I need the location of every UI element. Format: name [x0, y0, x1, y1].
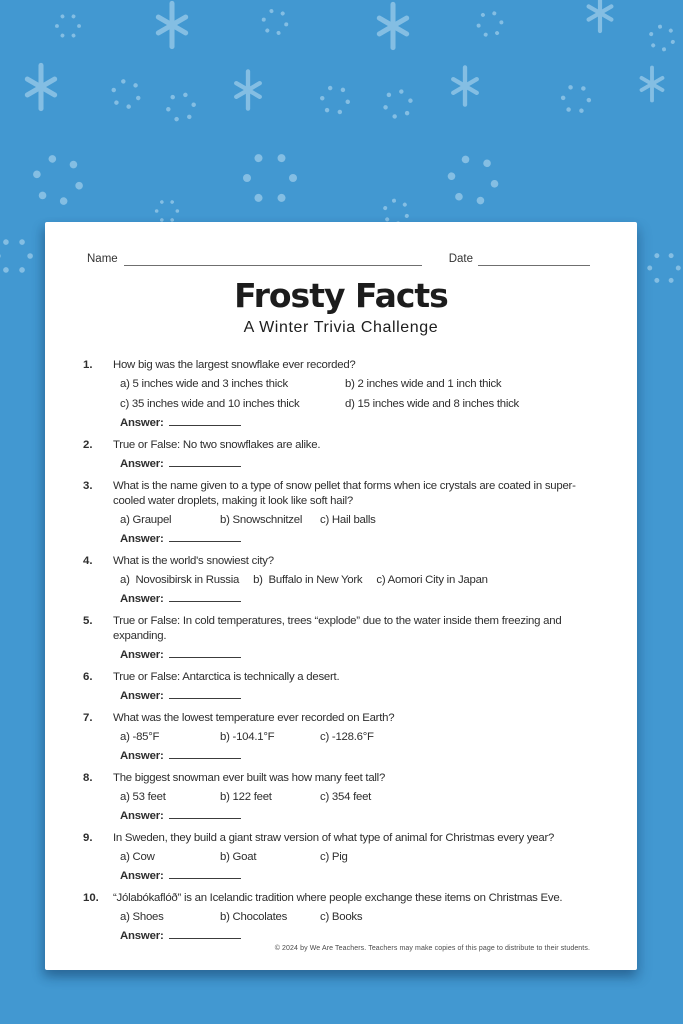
answer-label: Answer:	[120, 593, 164, 605]
question-body	[113, 831, 597, 884]
question-number: 7.	[83, 712, 93, 724]
question-options	[113, 910, 597, 925]
answer-option: a) Shoes	[120, 911, 164, 923]
question-body	[113, 614, 597, 663]
answer-blank-line[interactable]	[169, 749, 241, 759]
page-title: Frosty Facts	[234, 276, 448, 315]
snowflake-icon	[419, 125, 527, 235]
answer-option: b) Chocolates	[220, 911, 288, 923]
answer-label: Answer:	[120, 870, 164, 882]
answer-row	[113, 532, 597, 547]
snowflake-star-icon	[642, 68, 663, 101]
question-item	[83, 438, 597, 472]
question-text: In Sweden, they build a giant straw version of what type of animal for Christmas every year?	[113, 832, 555, 844]
snowflake-icon	[45, 2, 92, 50]
question-number: 6.	[83, 671, 93, 683]
answer-option: c) 354 feet	[320, 791, 372, 803]
snowflake-icon	[91, 59, 160, 129]
question-options	[113, 850, 597, 865]
question-number: 10.	[83, 892, 99, 904]
snowflake-icon	[0, 221, 48, 291]
answer-option: a) Novosibirsk in Russia	[120, 574, 240, 586]
answer-label: Answer:	[120, 750, 164, 762]
question-body	[113, 891, 597, 944]
question-text: How big was the largest snowflake ever recorded?	[113, 359, 356, 371]
snowflake-star-icon	[453, 67, 477, 104]
question-text: True or False: Antarctica is technically a desert.	[113, 671, 340, 683]
question-options	[113, 513, 597, 528]
question-text: What was the lowest temperature ever recorded on Earth?	[113, 712, 395, 724]
copyright-footer: © 2024 by We Are Teachers. Teachers may make copies of this page to distribute to their students.	[274, 945, 590, 952]
snowflake-icon	[462, 0, 517, 52]
question-text: True or False: No two snowflakes are alike.	[113, 439, 321, 451]
date-input-line[interactable]	[478, 253, 590, 266]
answer-label: Answer:	[120, 810, 164, 822]
name-date-row	[87, 253, 590, 266]
question-item	[83, 670, 597, 704]
answer-option: a) Graupel	[120, 514, 172, 526]
page-subtitle: A Winter Trivia Challenge	[243, 319, 439, 336]
snowflake-icon	[364, 70, 431, 138]
question-item	[83, 831, 597, 884]
answer-blank-line[interactable]	[169, 929, 241, 939]
answer-option: b) Snowschnitzel	[220, 514, 303, 526]
answer-option: c) Books	[320, 911, 363, 923]
question-body	[113, 438, 597, 472]
answer-blank-line[interactable]	[169, 457, 241, 467]
worksheet-page	[45, 222, 637, 970]
question-number: 8.	[83, 772, 93, 784]
answer-option: b) -104.1°F	[220, 731, 275, 743]
answer-label: Answer:	[120, 533, 164, 545]
snowflake-icon	[221, 128, 319, 228]
answer-blank-line[interactable]	[169, 809, 241, 819]
answer-label: Answer:	[120, 930, 164, 942]
answer-blank-line[interactable]	[169, 416, 241, 426]
snowflake-star-icon	[27, 65, 54, 108]
question-body	[113, 711, 597, 764]
question-item	[83, 771, 597, 824]
question-item	[83, 358, 597, 431]
question-number: 4.	[83, 555, 93, 567]
answer-option: c) Aomori City in Japan	[376, 574, 488, 586]
answer-label: Answer:	[120, 649, 164, 661]
question-options	[113, 790, 597, 805]
question-body	[113, 554, 597, 607]
question-options	[113, 377, 597, 412]
question-text: What is the name given to a type of snow pellet that forms when ice crystals are coated in super-cooled water droplets, making it look like soft hail?	[113, 480, 576, 507]
answer-option: a) Cow	[120, 851, 155, 863]
snowflake-icon	[546, 69, 605, 130]
snowflake-star-icon	[236, 71, 260, 108]
name-input-line[interactable]	[124, 253, 422, 266]
question-text: What is the world's snowiest city?	[113, 555, 274, 567]
answer-row	[113, 689, 597, 704]
answer-row	[113, 592, 597, 607]
answer-option: d) 15 inches wide and 8 inches thick	[345, 398, 519, 410]
answer-option: b) 122 feet	[220, 791, 272, 803]
answer-option: c) -128.6°F	[320, 731, 374, 743]
answer-option: a) 5 inches wide and 3 inches thick	[120, 378, 288, 390]
answer-blank-line[interactable]	[169, 592, 241, 602]
answer-label: Answer:	[120, 458, 164, 470]
question-text: The biggest snowman ever built was how many feet tall?	[113, 772, 386, 784]
answer-row	[113, 809, 597, 824]
name-label: Name	[87, 253, 118, 265]
question-item	[83, 891, 597, 944]
answer-option: b) Buffalo in New York	[253, 574, 363, 586]
question-body	[113, 771, 597, 824]
question-item	[83, 479, 597, 547]
answer-row	[113, 869, 597, 884]
snowflake-icon	[304, 68, 366, 131]
question-body	[113, 670, 597, 704]
questions-list	[83, 358, 597, 944]
question-options	[113, 573, 597, 588]
answer-blank-line[interactable]	[169, 689, 241, 699]
question-body	[113, 479, 597, 547]
answer-option: a) 53 feet	[120, 791, 166, 803]
question-options	[113, 730, 597, 745]
answer-label: Answer:	[120, 690, 164, 702]
question-text: True or False: In cold temperatures, trees “explode” due to the water inside them freezing and expanding.	[113, 615, 562, 642]
question-number: 1.	[83, 359, 93, 371]
snowflake-icon	[1, 122, 115, 238]
question-text: “Jólabókaflóð” is an Icelandic tradition where people exchange these items on Christmas Eve.	[113, 892, 563, 904]
answer-row	[113, 457, 597, 472]
answer-blank-line[interactable]	[169, 648, 241, 658]
question-body	[113, 358, 597, 431]
question-number: 5.	[83, 615, 93, 627]
snowflake-icon	[246, 0, 304, 52]
question-number: 2.	[83, 439, 93, 451]
date-label: Date	[448, 253, 473, 265]
question-number: 3.	[83, 480, 93, 492]
snowflake-star-icon	[379, 4, 406, 47]
answer-label: Answer:	[120, 417, 164, 429]
answer-option: b) 2 inches wide and 1 inch thick	[345, 378, 502, 390]
answer-blank-line[interactable]	[169, 869, 241, 879]
answer-row	[113, 648, 597, 663]
snowflake-icon	[149, 75, 213, 140]
snowflake-icon	[631, 6, 683, 70]
answer-row	[113, 929, 597, 944]
answer-option: c) Hail balls	[320, 514, 376, 526]
question-item	[83, 614, 597, 663]
answer-option: c) Pig	[320, 851, 348, 863]
snowflake-star-icon	[589, 0, 612, 31]
answer-option: c) 35 inches wide and 10 inches thick	[120, 398, 300, 410]
answer-row	[113, 416, 597, 431]
answer-option: a) -85°F	[120, 731, 160, 743]
answer-blank-line[interactable]	[169, 532, 241, 542]
question-item	[83, 711, 597, 764]
snowflake-icon	[634, 237, 683, 299]
question-number: 9.	[83, 832, 93, 844]
snowflake-star-icon	[158, 3, 185, 46]
answer-option: b) Goat	[220, 851, 257, 863]
question-item	[83, 554, 597, 607]
answer-row	[113, 749, 597, 764]
